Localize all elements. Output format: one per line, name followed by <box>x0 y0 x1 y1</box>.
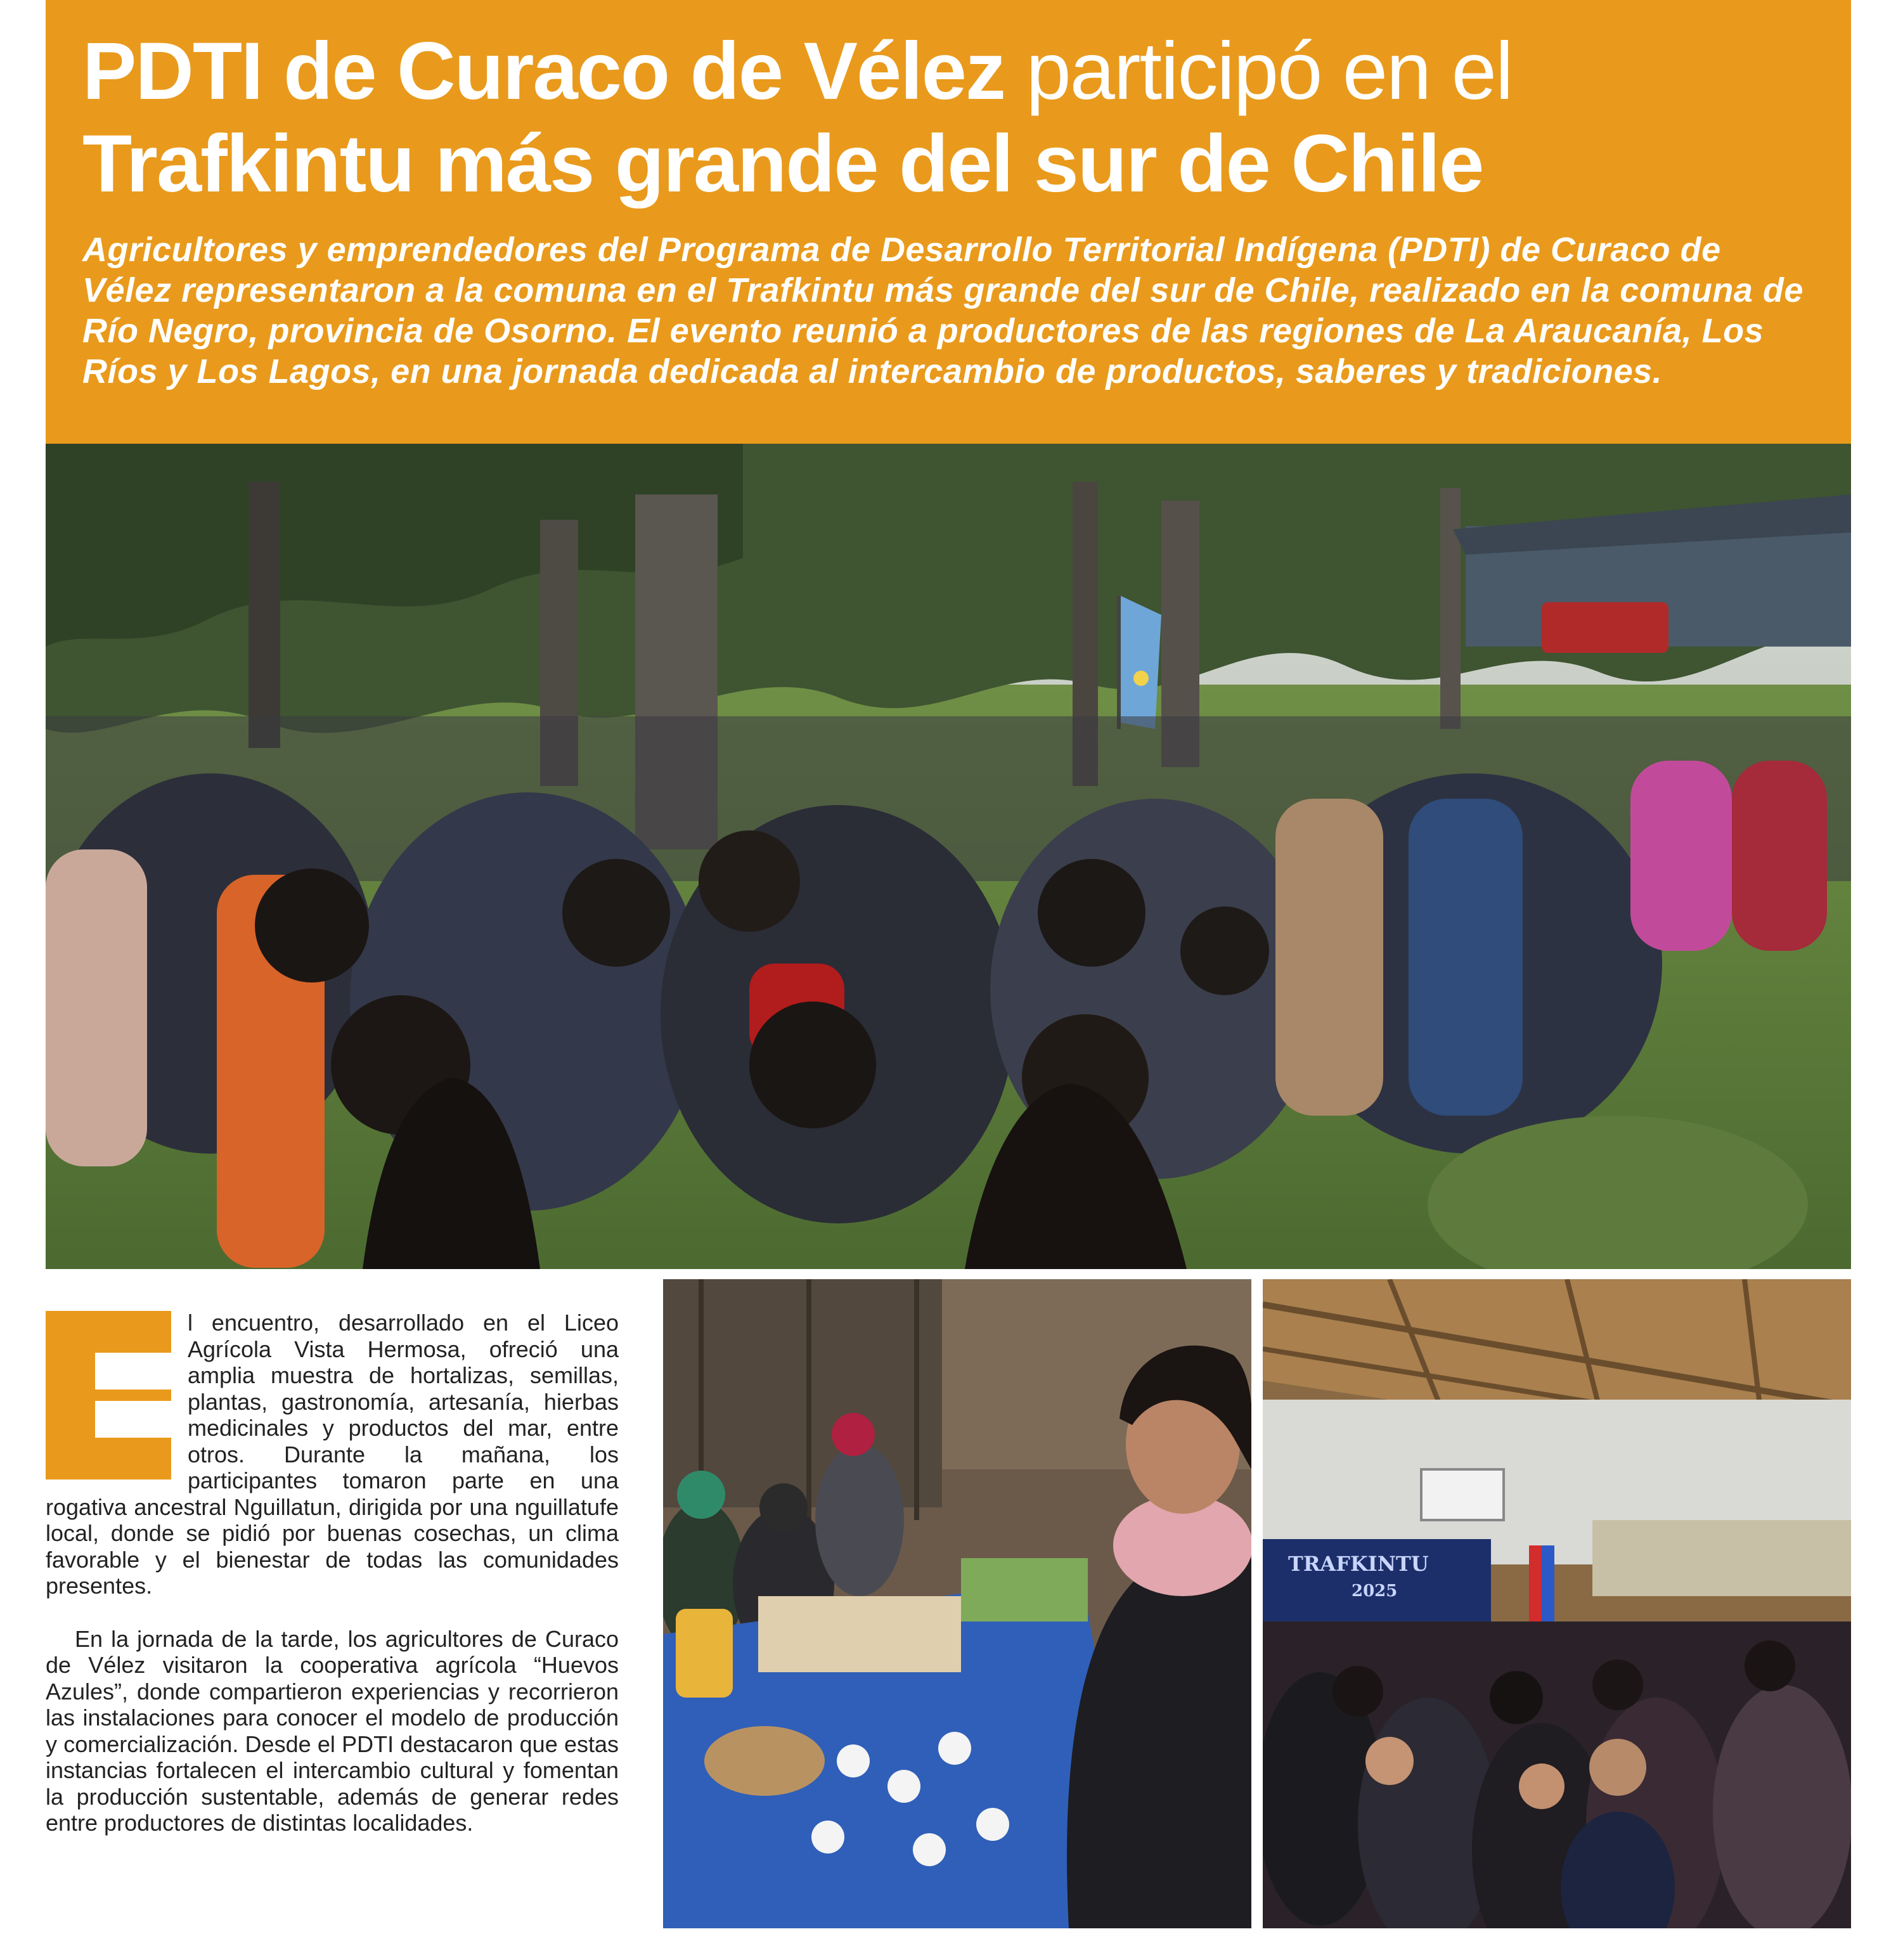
page-title <box>82 25 1813 210</box>
gym-banner-year: 2025 <box>1352 1582 1398 1601</box>
gym-photo <box>1263 1279 1851 1928</box>
lead-paragraph: Agricultores y emprendedores del Programa de Desarrollo Territorial Indígena (PDTI) de Curaco de Vélez representaron a la comuna en el Trafkintu más grande del sur de Chile, realizado en la comuna de Río Negro, provincia de Osorno. El evento reunió a productores de las regiones de La Araucanía, Los Ríos y Los Lagos, en una jornada dedicada al intercambio de productos, saberes y tradiciones. <box>82 231 1803 390</box>
title-light: participó en el <box>1026 26 1513 117</box>
gym-banner-text: TRAFKINTU <box>1288 1552 1429 1576</box>
dropcap-e <box>46 1311 171 1480</box>
market-photo <box>663 1279 1251 1928</box>
ceremony-photo <box>46 444 1851 1269</box>
header-banner <box>46 0 1851 444</box>
title-bold-1: PDTI de Curaco de Vélez <box>82 26 1005 117</box>
article-body <box>46 1310 619 1836</box>
paragraph-2: En la jornada de la tarde, los agricultores de Curaco de Vélez visitaron la cooperativa agrícola “Huevos Azules”, donde compartieron experiencias y recorrieron las instalaciones para conocer el modelo de producción y comercialización. Desde el PDTI destacaron que estas instancias fortalecen el intercambio cultural y fomentan la producción sustentable, además de generar redes entre productores de distintas localidades. <box>46 1625 619 1836</box>
title-bold-2: Trafkintu más grande del sur de Chile <box>82 119 1483 209</box>
paragraph-1: l encuentro, desarrollado en el Liceo Agrícola Vista Hermosa, ofreció una amplia muestra de hortalizas, semillas, plantas, gastronomía, artesanía, hierbas medicinales y productos del mar, entre otros. Durante la mañana, los participantes tomaron parte en una rogativa ancestral Nguillatun, dirigida por una nguillatufe local, donde se pidió por buenas cosechas, un clima favorable y el bienestar de todas las comunidades presentes. <box>46 1310 619 1599</box>
